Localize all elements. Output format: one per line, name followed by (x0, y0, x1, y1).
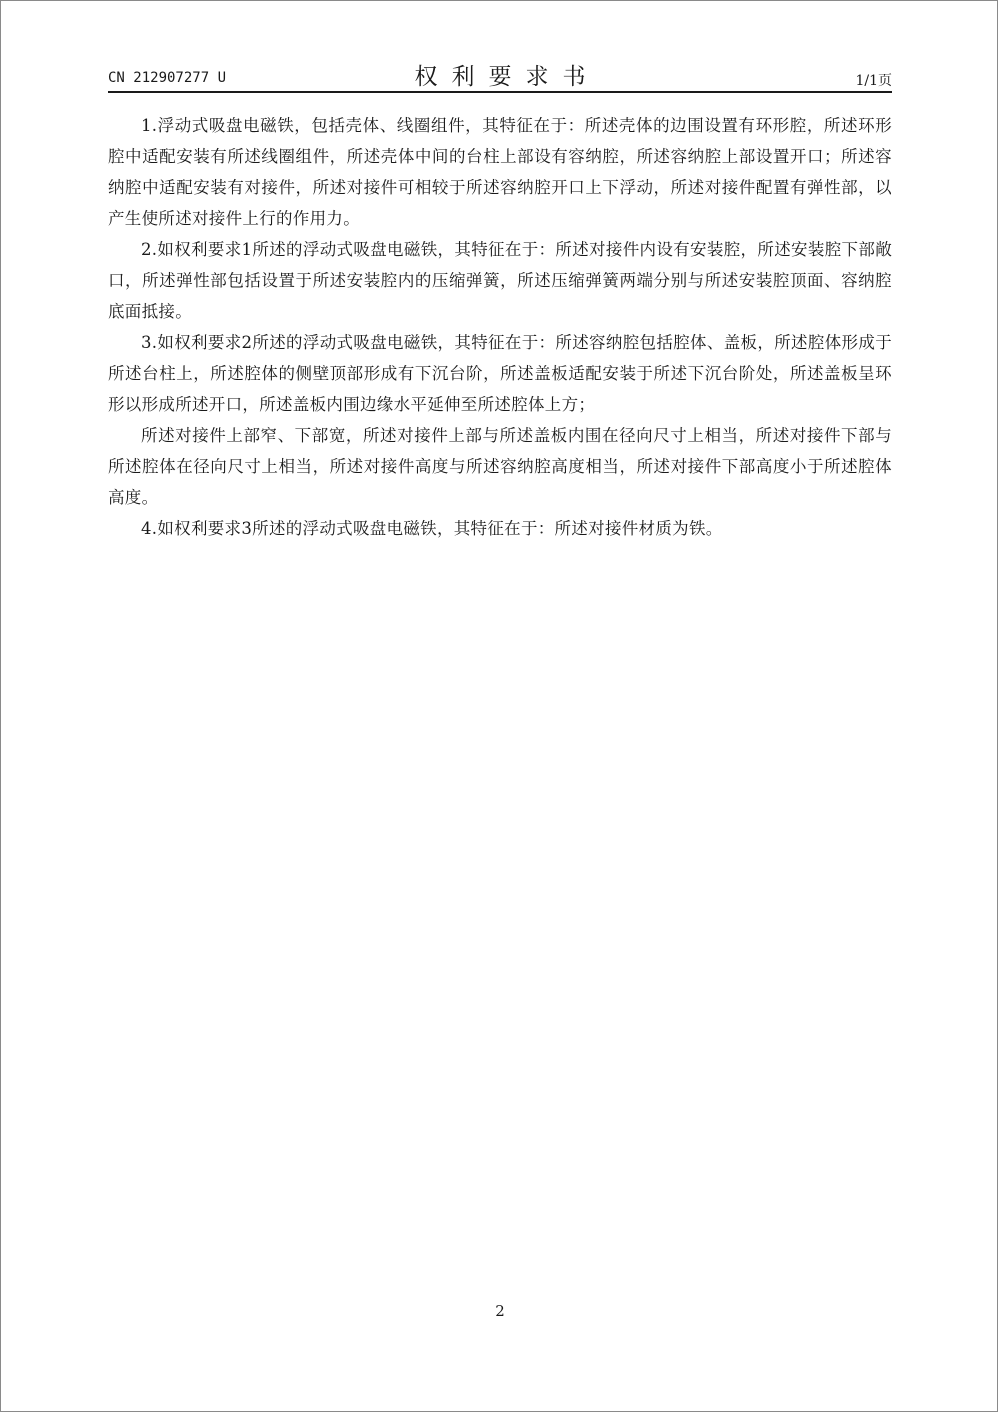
page-footer (0, 1302, 1000, 1320)
claim-3: 3.如权利要求2所述的浮动式吸盘电磁铁，其特征在于：所述容纳腔包括腔体、盖板，所述腔体形成于所述台柱上，所述腔体的侧壁顶部形成有下沉台阶，所述盖板适配安装于所述下沉台阶处，所述盖板呈环形以形成所述开口，所述盖板内围边缘水平延伸至所述腔体上方； (108, 333, 892, 414)
page-header (108, 58, 892, 90)
page-indicator: 1/1页 (855, 73, 892, 89)
claims-body (108, 110, 892, 544)
claim-1: 1.浮动式吸盘电磁铁，包括壳体、线圈组件，其特征在于：所述壳体的边围设置有环形腔，所述环形腔中适配安装有所述线圈组件，所述壳体中间的台柱上部设有容纳腔，所述容纳腔上部设置开口；所述容纳腔中适配安装有对接件，所述对接件可相较于所述容纳腔开口上下浮动，所述对接件配置有弹性部，以产生使所述对接件上行的作用力。 (108, 116, 892, 228)
claim-2: 2.如权利要求1所述的浮动式吸盘电磁铁，其特征在于：所述对接件内设有安装腔，所述安装腔下部敞口，所述弹性部包括设置于所述安装腔内的压缩弹簧，所述压缩弹簧两端分别与所述安装腔顶面、容纳腔底面抵接。 (108, 240, 892, 321)
header-divider (108, 91, 892, 93)
page-number: 2 (495, 1302, 505, 1320)
document-title: 权利要求书 (414, 64, 600, 90)
claim-3-continuation: 所述对接件上部窄、下部宽，所述对接件上部与所述盖板内围在径向尺寸上相当，所述对接件下部与所述腔体在径向尺寸上相当，所述对接件高度与所述容纳腔高度相当，所述对接件下部高度小于所述腔体高度。 (108, 426, 892, 507)
document-number: CN 212907277 U (108, 70, 227, 86)
claim-4: 4.如权利要求3所述的浮动式吸盘电磁铁，其特征在于：所述对接件材质为铁。 (141, 519, 723, 538)
